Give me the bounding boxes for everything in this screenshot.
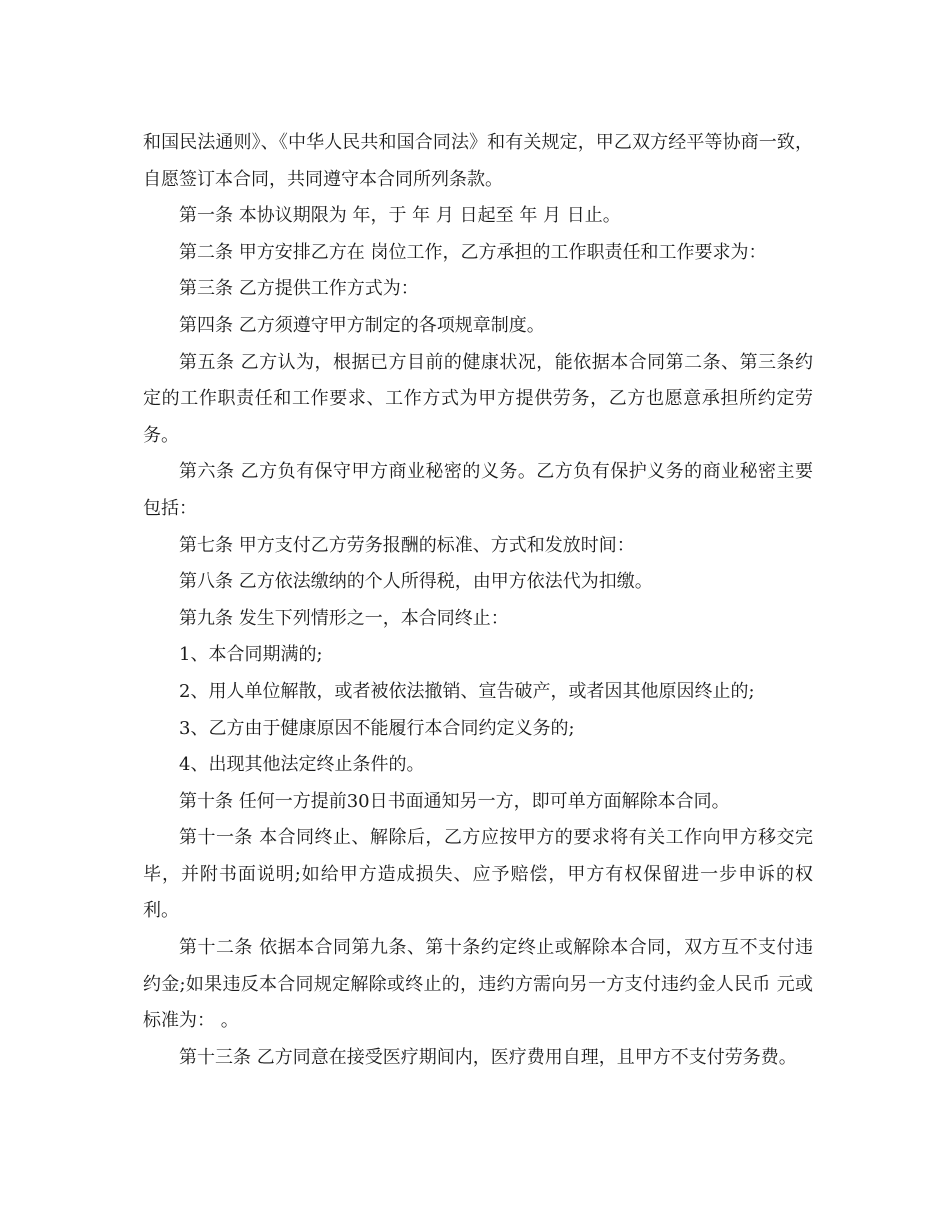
- article-11: 第十一条 本合同终止、解除后，乙方应按甲方的要求将有关工作向甲方移交完毕，并附书面说明;如给甲方造成损失、应予赔偿，甲方有权保留进一步申诉的权利。: [143, 827, 813, 922]
- article-7: 第七条 甲方支付乙方劳务报酬的标准、方式和发放时间：: [179, 534, 635, 556]
- article-13: 第十三条 乙方同意在接受医疗期间内，医疗费用自理，且甲方不支付劳务费。: [179, 1046, 797, 1068]
- article-6: 第六条 乙方负有保守甲方商业秘密的义务。乙方负有保护义务的商业秘密主要包括：: [143, 461, 813, 519]
- termination-item-4: 4、出现其他法定终止条件的。: [179, 754, 425, 776]
- termination-item-3: 3、乙方由于健康原因不能履行本合同约定义务的;: [179, 717, 575, 739]
- article-12: 第十二条 依据本合同第九条、第十条约定终止或解除本合同，双方互不支付违约金;如果违反本合同规定解除或终止的，违约方需向另一方支付违约金人民币 元或标准为： 。: [143, 937, 813, 1032]
- termination-item-2: 2、用人单位解散，或者被依法撤销、宣告破产，或者因其他原因终止的;: [179, 680, 755, 702]
- article-9: 第九条 发生下列情形之一，本合同终止：: [179, 607, 509, 629]
- article-3: 第三条 乙方提供工作方式为：: [179, 278, 419, 300]
- document-body: [143, 125, 813, 1076]
- paragraph-continuation: 和国民法通则》、《中华人民共和国合同法》和有关规定，甲乙双方经平等协商一致，自愿签订本合同，共同遵守本合同所列条款。: [143, 132, 813, 190]
- article-8: 第八条 乙方依法缴纳的个人所得税，由甲方依法代为扣缴。: [179, 571, 653, 593]
- article-10: 第十条 任何一方提前30日书面通知另一方，即可单方面解除本合同。: [179, 790, 730, 812]
- article-2: 第二条 甲方安排乙方在 岗位工作，乙方承担的工作职责任和工作要求为：: [179, 241, 767, 263]
- article-5: 第五条 乙方认为，根据已方目前的健康状况，能依据本合同第二条、第三条约定的工作职责任和工作要求、工作方式为甲方提供劳务，乙方也愿意承担所约定劳务。: [143, 351, 813, 446]
- termination-item-1: 1、本合同期满的;: [179, 644, 323, 666]
- article-4: 第四条 乙方须遵守甲方制定的各项规章制度。: [179, 314, 545, 336]
- article-1: 第一条 本协议期限为 年，于 年 月 日起至 年 月 日止。: [179, 205, 621, 227]
